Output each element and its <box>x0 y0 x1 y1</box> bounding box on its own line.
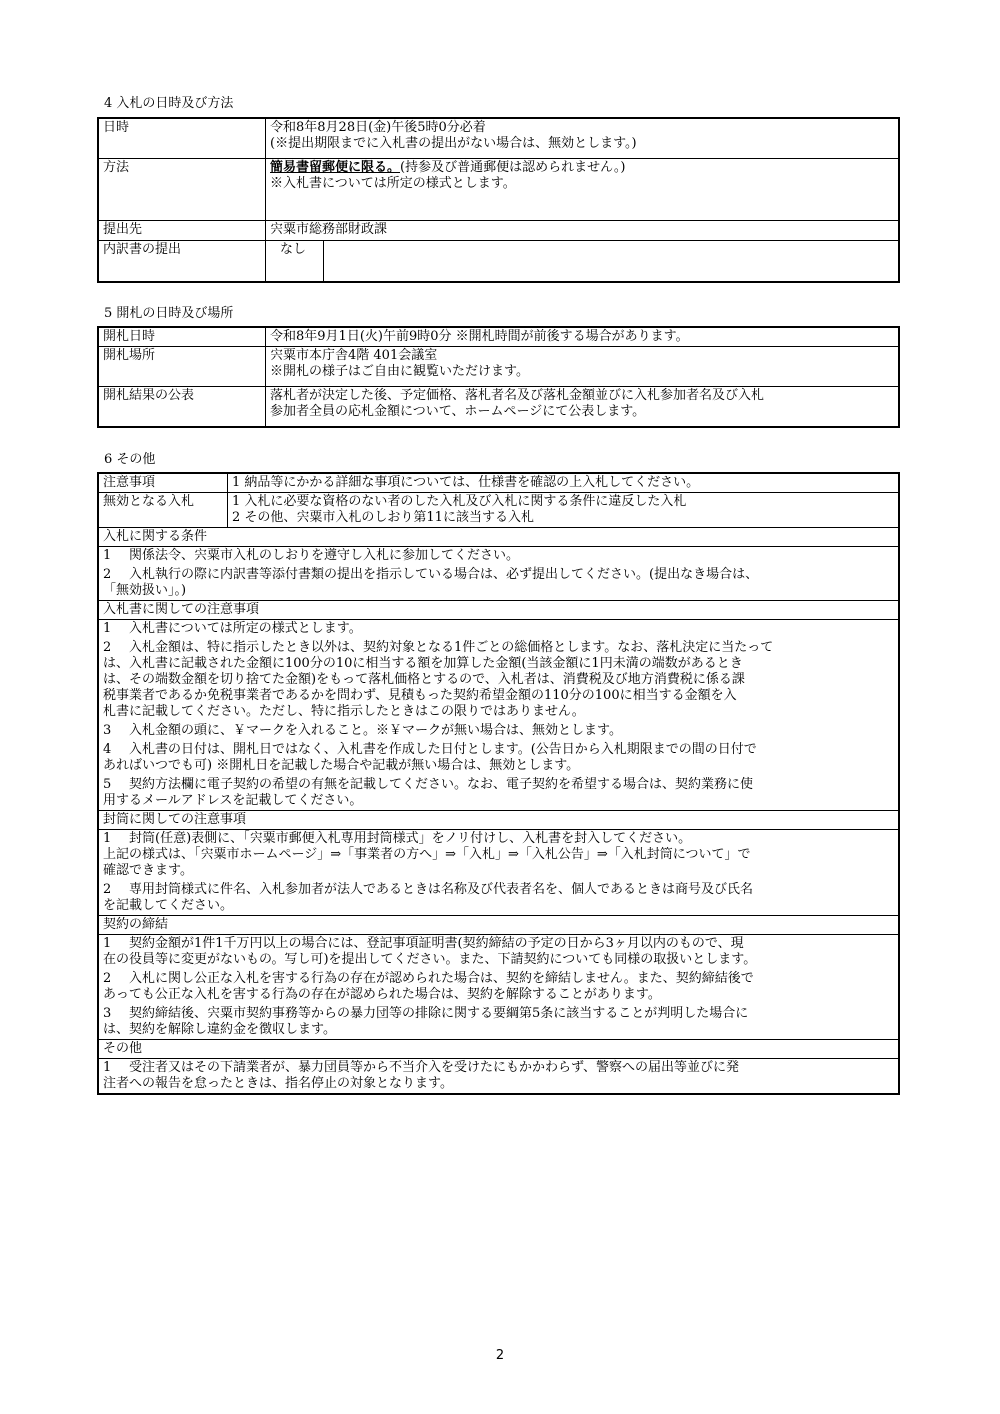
item-line: 入札に関し公正な入札を害する行為の存在が認められた場合は、契約を締結しません。また、契約締結後で <box>129 971 754 986</box>
item-line: 税事業者であるか免税事業者であるかを問わず、見積もった契約希望金額の110分の100に相当する金額を入 <box>103 688 737 703</box>
method-label: 方法 <box>98 158 266 220</box>
item-text <box>103 936 894 968</box>
breakdown-label: 内訳書の提出 <box>98 240 266 282</box>
item-line: は、契約を解除し違約金を徴収します。 <box>103 1022 336 1037</box>
list-item <box>103 936 894 968</box>
item-line: 契約金額が1件1千万円以上の場合には、登記事項証明書(契約締結の予定の日から3ヶ月以内のもので、現 <box>129 936 744 951</box>
item-text <box>129 621 894 637</box>
section-6-heading: 6 その他 <box>104 452 156 467</box>
item-line: 「無効扱い」。) <box>103 583 187 598</box>
item-line: 入札執行の際に内訳書等添付書類の提出を指示している場合は、必ず提出してください。(提出なき場合は、 <box>129 567 759 582</box>
item-number: 1 <box>103 831 112 846</box>
opening-datetime-value: 令和8年9月1日(火)午前9時0分 ※開札時間が前後する場合があります。 <box>266 327 900 347</box>
item-line: 確認できます。 <box>103 863 193 878</box>
list-item <box>103 1006 894 1038</box>
breakdown-value: なし <box>266 241 324 281</box>
envelope-notes-title: 封筒に関しての注意事項 <box>98 811 899 830</box>
list-item <box>103 777 894 809</box>
item-line: 封筒(任意)表側に、「宍粟市郵便入札専用封筒様式」をノリ付けし、入札書を封入してください。 <box>129 831 692 846</box>
invalid-bid-value <box>228 493 900 528</box>
datetime-label: 日時 <box>98 118 266 158</box>
section-5-heading: 5 開札の日時及び場所 <box>104 306 234 321</box>
conditions-title: 入札に関する条件 <box>98 528 899 547</box>
list-item <box>103 831 894 879</box>
item-line: 関係法令、宍粟市入札のしおりを遵守し入札に参加してください。 <box>129 548 520 563</box>
item-line: 受注者又はその下請業者が、暴力団員等から不当介入を受けたにもかかわらず、警察への届出等並びに発 <box>129 1060 739 1075</box>
results-value <box>266 387 900 427</box>
method-note: (持参及び普通郵便は認められません。) <box>400 159 626 175</box>
item-text <box>129 723 894 739</box>
item-text <box>103 971 894 1003</box>
results-line-2: 参加者全員の応札金額について、ホームページにて公表します。 <box>270 404 646 419</box>
list-item <box>103 971 894 1003</box>
item-number: 2 <box>103 971 112 986</box>
list-item <box>103 742 894 774</box>
item-number: 3 <box>103 1006 112 1021</box>
conditions-list <box>98 547 899 601</box>
list-item <box>103 621 894 637</box>
method-emphasis: 簡易書留郵便に限る。 <box>270 159 401 175</box>
list-item <box>103 723 894 739</box>
item-number: 2 <box>103 640 112 655</box>
notes-value: 1 納品等にかかる詳細な事項については、仕様書を確認の上入札してください。 <box>228 473 900 493</box>
contract-title: 契約の締結 <box>98 916 899 935</box>
datetime-line-2: (※提出期限までに入札書の提出がない場合は、無効とします。) <box>270 136 637 151</box>
submit-to-value: 宍粟市総務部財政課 <box>266 220 900 240</box>
opening-place-label: 開札場所 <box>98 347 266 387</box>
item-text <box>103 1060 894 1092</box>
bid-method-table <box>97 117 900 283</box>
item-text <box>103 831 894 879</box>
item-line: 用するメールアドレスを記載してください。 <box>103 793 363 808</box>
item-text <box>103 777 894 809</box>
page-number: 2 <box>495 1348 505 1363</box>
bid-form-notes-list <box>98 620 899 811</box>
datetime-value <box>266 118 900 158</box>
item-number: 1 <box>103 621 112 636</box>
invalid-bid-line-1: 1 入札に必要な資格のない者のした入札及び入札に関する条件に違反した入札 <box>232 494 687 509</box>
item-text <box>103 640 894 720</box>
item-line: 上記の様式は、「宍粟市ホームページ」⇒「事業者の方へ」⇒「入札」⇒「入札公告」⇒「入札封筒について」で <box>103 847 751 862</box>
item-line: は、その端数金額を切り捨てた金額)をもって落札価格とするので、入札者は、消費税及び地方消費税に係る課 <box>103 672 745 687</box>
method-line-2: ※入札書については所定の様式とします。 <box>270 175 516 191</box>
submit-to-label: 提出先 <box>98 220 266 240</box>
item-text <box>103 567 894 599</box>
invalid-bid-label: 無効となる入札 <box>98 493 228 528</box>
results-label: 開札結果の公表 <box>98 387 266 427</box>
contract-list <box>98 935 899 1040</box>
item-number: 4 <box>103 742 112 757</box>
item-number: 2 <box>103 567 112 582</box>
item-number: 2 <box>103 882 112 897</box>
item-line: あっても公正な入札を害する行為の存在が認められた場合は、契約を解除することがあります。 <box>103 987 661 1002</box>
item-line: 専用封筒様式に件名、入札参加者が法人であるときは名称及び代表者名を、個人であるときは商号及び氏名 <box>129 882 754 897</box>
envelope-notes-list <box>98 830 899 916</box>
misc-list <box>98 1059 899 1095</box>
bid-form-notes-title: 入札書に関しての注意事項 <box>98 601 899 620</box>
item-text <box>129 548 894 564</box>
opening-table <box>97 326 900 428</box>
opening-place-line-1: 宍粟市本庁舎4階 401会議室 <box>270 348 438 363</box>
item-number: 5 <box>103 777 112 792</box>
method-value <box>266 158 900 220</box>
item-number: 1 <box>103 936 112 951</box>
item-line: 札書に記載してください。ただし、特に指示したときはこの限りではありません。 <box>103 704 585 719</box>
section-4-heading: 4 入札の日時及び方法 <box>104 96 234 111</box>
item-text <box>103 882 894 914</box>
list-item <box>103 1060 894 1092</box>
opening-place-line-2: ※開札の様子はご自由に観覧いただけます。 <box>270 364 529 379</box>
item-line: 入札書については所定の様式とします。 <box>129 621 362 636</box>
opening-datetime-label: 開札日時 <box>98 327 266 347</box>
invalid-bid-line-2: 2 その他、宍粟市入札のしおり第11に該当する入札 <box>232 510 534 525</box>
item-number: 1 <box>103 548 112 563</box>
item-line: 契約締結後、宍粟市契約事務等からの暴力団等の排除に関する要綱第5条に該当することが判明した場合に <box>129 1006 749 1021</box>
notes-label: 注意事項 <box>98 473 228 493</box>
item-line: 入札金額は、特に指示したとき以外は、契約対象となる1件ごとの総価格とします。なお、落札決定に当たって <box>129 640 774 655</box>
item-line: 入札書の日付は、開札日ではなく、入札書を作成した日付とします。(公告日から入札期限までの間の日付で <box>129 742 757 757</box>
list-item <box>103 640 894 720</box>
opening-place-value <box>266 347 900 387</box>
item-line: 契約方法欄に電子契約の希望の有無を記載してください。なお、電子契約を希望する場合は、契約業務に使 <box>129 777 754 792</box>
list-item <box>103 548 894 564</box>
item-line: あればいつでも可) ※開札日を記載した場合や記載が無い場合は、無効とします。 <box>103 758 580 773</box>
other-table <box>97 472 900 1095</box>
item-line: を記載してください。 <box>103 898 234 913</box>
item-number: 1 <box>103 1060 112 1075</box>
list-item <box>103 882 894 914</box>
item-line: 在の役員等に変更がないもの。写し可)を提出してください。また、下請契約についても同様の取扱いとします。 <box>103 952 757 967</box>
item-line: 注者への報告を怠ったときは、指名停止の対象となります。 <box>103 1076 453 1091</box>
item-line: 入札金額の頭に、￥マークを入れること。※￥マークが無い場合は、無効とします。 <box>129 723 622 738</box>
item-line: は、入札書に記載された金額に100分の10に相当する額を加算した金額(当該金額に1円未満の端数があるとき <box>103 656 743 671</box>
item-number: 3 <box>103 723 112 738</box>
list-item <box>103 567 894 599</box>
results-line-1: 落札者が決定した後、予定価格、落札者名及び落札金額並びに入札参加者名及び入札 <box>270 388 765 403</box>
datetime-line-1: 令和8年8月28日(金)午後5時0分必着 <box>270 120 486 135</box>
item-text <box>103 742 894 774</box>
misc-title: その他 <box>98 1040 899 1059</box>
item-text <box>103 1006 894 1038</box>
